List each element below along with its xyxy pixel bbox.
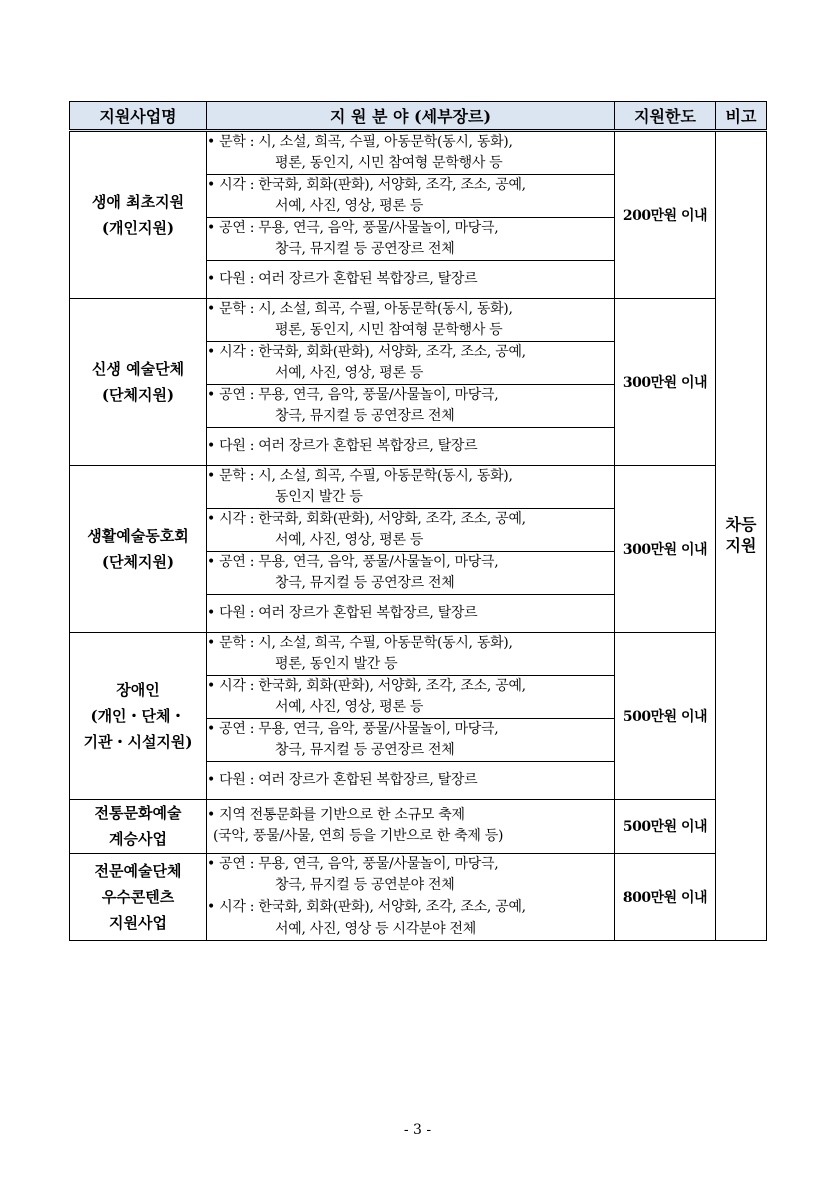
program-name: 신생 예술단체 (단체지원)	[70, 299, 207, 466]
page-number: - 3 -	[403, 1122, 432, 1138]
program-name: 전문예술단체 우수콘텐츠 지원사업	[70, 853, 207, 941]
table-row	[70, 633, 767, 676]
header-field: 지 원 분 야 (세부장르)	[207, 102, 615, 131]
field-multi: • 다원 : 여러 장르가 혼합된 복합장르, 탈장르	[207, 428, 615, 466]
support-limit: 200만원 이내	[615, 131, 716, 299]
support-limit: 500만원 이내	[615, 800, 716, 854]
program-name: 생애 최초지원 (개인지원)	[70, 131, 207, 299]
program-name: 장애인 (개인・단체・ 기관・시설지원)	[70, 633, 207, 800]
field-literature: • 문학 : 시, 소설, 희곡, 수필, 아동문학(동시, 동화), 평론, 동인지, 시민 참여형 문학행사 등	[207, 299, 615, 342]
field-visual: • 시각 : 한국화, 회화(판화), 서양화, 조각, 조소, 공예, 서예, 사진, 영상, 평론 등	[207, 676, 615, 719]
header-note: 비고	[716, 102, 767, 131]
field-literature: • 문학 : 시, 소설, 희곡, 수필, 아동문학(동시, 동화), 평론, 동인지 발간 등	[207, 633, 615, 676]
field-professional: • 공연 : 무용, 연극, 음악, 풍물/사물놀이, 마당극, 창극, 뮤지컬 등 공연분야 전체 • 시각 : 한국화, 회화(판화), 서양화, 조각, 조소, 공예, 서예, 사진, 영상 등 시각분야 전체	[207, 853, 615, 941]
header-limit: 지원한도	[615, 102, 716, 131]
support-limit: 300만원 이내	[615, 299, 716, 466]
program-name: 생활예술동호회 (단체지원)	[70, 466, 207, 633]
support-limit: 300만원 이내	[615, 466, 716, 633]
support-limit: 500만원 이내	[615, 633, 716, 800]
table-row	[70, 299, 767, 342]
field-multi: • 다원 : 여러 장르가 혼합된 복합장르, 탈장르	[207, 595, 615, 633]
field-literature: • 문학 : 시, 소설, 희곡, 수필, 아동문학(동시, 동화), 동인지 발간 등	[207, 466, 615, 509]
table-row	[70, 131, 767, 175]
table-row	[70, 466, 767, 509]
support-limit: 800만원 이내	[615, 853, 716, 941]
note-cell: 차등 지원	[716, 131, 767, 941]
field-visual: • 시각 : 한국화, 회화(판화), 서양화, 조각, 조소, 공예, 서예, 사진, 영상, 평론 등	[207, 509, 615, 552]
field-multi: • 다원 : 여러 장르가 혼합된 복합장르, 탈장르	[207, 762, 615, 800]
header-program: 지원사업명	[70, 102, 207, 131]
field-performance: • 공연 : 무용, 연극, 음악, 풍물/사물놀이, 마당극, 창극, 뮤지컬 등 공연장르 전체	[207, 719, 615, 762]
field-traditional: • 지역 전통문화를 기반으로 한 소규모 축제 (국악, 풍물/사물, 연희 등을 기반으로 한 축제 등)	[207, 800, 615, 854]
field-performance: • 공연 : 무용, 연극, 음악, 풍물/사물놀이, 마당극, 창극, 뮤지컬 등 공연장르 전체	[207, 552, 615, 595]
field-performance: • 공연 : 무용, 연극, 음악, 풍물/사물놀이, 마당극, 창극, 뮤지컬 등 공연장르 전체	[207, 218, 615, 261]
support-programs-table	[69, 101, 767, 941]
table-header-row	[70, 102, 767, 131]
field-literature: • 문학 : 시, 소설, 희곡, 수필, 아동문학(동시, 동화), 평론, 동인지, 시민 참여형 문학행사 등	[207, 131, 615, 175]
field-performance: • 공연 : 무용, 연극, 음악, 풍물/사물놀이, 마당극, 창극, 뮤지컬 등 공연장르 전체	[207, 385, 615, 428]
field-multi: • 다원 : 여러 장르가 혼합된 복합장르, 탈장르	[207, 261, 615, 299]
field-visual: • 시각 : 한국화, 회화(판화), 서양화, 조각, 조소, 공예, 서예, 사진, 영상, 평론 등	[207, 175, 615, 218]
field-visual: • 시각 : 한국화, 회화(판화), 서양화, 조각, 조소, 공예, 서예, 사진, 영상, 평론 등	[207, 342, 615, 385]
program-name: 전통문화예술 계승사업	[70, 800, 207, 854]
